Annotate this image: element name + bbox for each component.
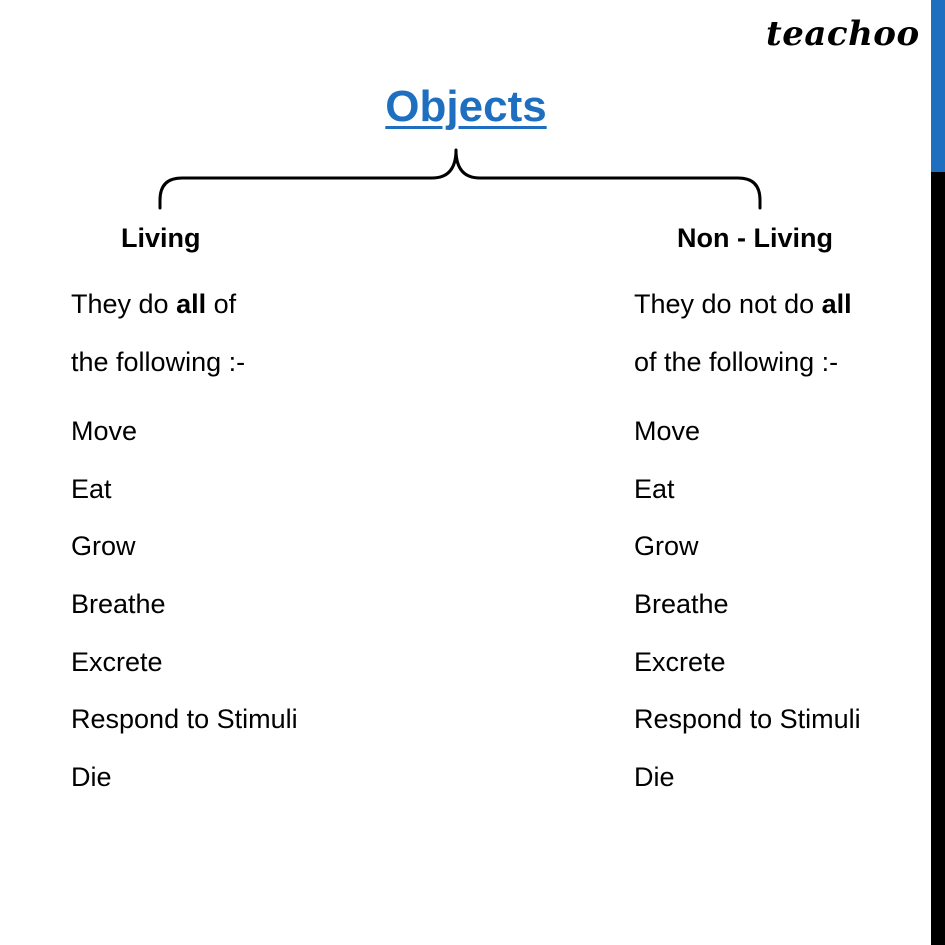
living-item-move: Move — [71, 416, 138, 446]
sidebar-accent-bar — [931, 0, 945, 172]
page-title: Objects — [385, 82, 547, 131]
living-item-grow: Grow — [71, 531, 136, 561]
living-heading: Living — [121, 223, 201, 253]
living-item-eat: Eat — [71, 474, 112, 504]
non-living-item-respond: Respond to Stimuli — [634, 704, 861, 734]
living-intro-bold: all — [176, 289, 207, 319]
living-intro-line1 — [71, 289, 236, 320]
living-item-excrete: Excrete — [71, 647, 163, 677]
non-living-intro-bold: all — [821, 289, 852, 319]
non-living-item-excrete: Excrete — [634, 647, 726, 677]
brace-path — [160, 150, 760, 208]
non-living-item-grow: Grow — [634, 531, 699, 561]
living-intro-line2: the following :- — [71, 347, 246, 377]
non-living-heading: Non - Living — [677, 223, 833, 253]
non-living-item-eat: Eat — [634, 474, 675, 504]
non-living-item-move: Move — [634, 416, 701, 446]
teachoo-logo: teachoo — [766, 14, 920, 54]
living-intro-post: of — [206, 289, 237, 319]
non-living-item-breathe: Breathe — [634, 589, 729, 619]
non-living-item-die: Die — [634, 762, 675, 792]
living-item-respond: Respond to Stimuli — [71, 704, 298, 734]
curly-brace — [0, 0, 932, 220]
living-item-die: Die — [71, 762, 112, 792]
living-intro-pre: They do — [71, 289, 177, 319]
non-living-intro-line1 — [634, 289, 852, 320]
non-living-intro-pre: They do not do — [634, 289, 822, 319]
non-living-intro-line2: of the following :- — [634, 347, 839, 377]
living-item-breathe: Breathe — [71, 589, 166, 619]
